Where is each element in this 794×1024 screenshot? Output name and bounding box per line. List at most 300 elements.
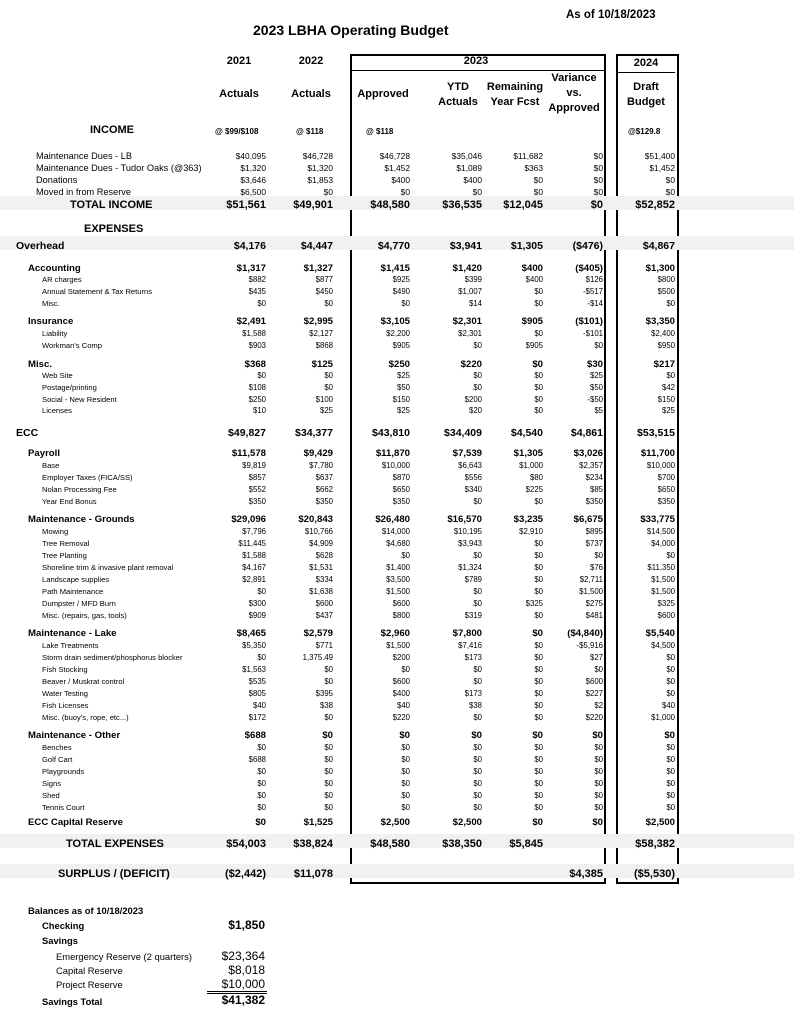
value-cell: $5,845 (509, 838, 543, 850)
table-row (0, 641, 794, 653)
value-cell: $1,500 (386, 587, 410, 596)
table-row (0, 427, 794, 439)
income-heading: INCOME (90, 124, 134, 136)
value-cell: $0 (534, 641, 543, 650)
value-cell: $0 (473, 803, 482, 812)
value-cell: $0 (473, 587, 482, 596)
value-cell: $0 (590, 199, 603, 211)
value-cell: ($4,840) (567, 628, 603, 639)
value-cell: $0 (401, 755, 410, 764)
table-row (0, 473, 794, 485)
value-cell: $1,500 (386, 641, 410, 650)
value-cell: $0 (322, 730, 333, 741)
table-row (0, 199, 794, 211)
value-cell: $3,500 (386, 575, 410, 584)
value-cell: $600 (657, 611, 675, 620)
value-cell: $0 (534, 497, 543, 506)
value-cell: $150 (392, 395, 410, 404)
table-row (0, 551, 794, 563)
value-cell: $0 (324, 713, 333, 722)
value-cell: $481 (585, 611, 603, 620)
value-cell: $2 (594, 701, 603, 710)
value-cell: $2,357 (579, 461, 603, 470)
value-cell: $0 (534, 677, 543, 686)
value-cell: $0 (257, 767, 266, 776)
value-cell: -$14 (587, 299, 603, 308)
value-cell: $4,447 (300, 240, 333, 252)
value-cell: $0 (534, 539, 543, 548)
value-cell: $4,909 (309, 539, 333, 548)
value-cell: $0 (534, 653, 543, 662)
value-cell: $1,563 (242, 665, 266, 674)
table-row (0, 817, 794, 829)
row-label: TOTAL INCOME (70, 199, 153, 211)
row-label: Golf Cart (42, 755, 73, 764)
row-label: Landscape supplies (42, 575, 110, 584)
value-cell: $0 (534, 713, 543, 722)
row-label: Accounting (28, 263, 81, 274)
value-cell: $6,643 (458, 461, 482, 470)
value-cell: $0 (473, 743, 482, 752)
table-row (0, 527, 794, 539)
value-cell: $1,400 (386, 563, 410, 572)
value-cell: $650 (657, 485, 675, 494)
value-cell: $2,500 (380, 817, 410, 828)
value-cell: $40 (396, 701, 410, 710)
table-row (0, 701, 794, 713)
value-cell: $909 (248, 611, 266, 620)
value-cell: $225 (525, 485, 543, 494)
header-ytd: YTD Actuals (438, 81, 478, 108)
value-cell: $1,500 (651, 575, 675, 584)
value-cell: $0 (473, 791, 482, 800)
value-cell: $150 (657, 395, 675, 404)
value-cell: $4,167 (242, 563, 266, 572)
value-cell: $334 (315, 575, 333, 584)
value-cell: $0 (534, 551, 543, 560)
value-cell: $33,775 (640, 514, 675, 525)
table-row (0, 275, 794, 287)
table-row (0, 448, 794, 460)
savings-total-value: $41,382 (221, 993, 265, 1007)
table-row (0, 767, 794, 779)
value-cell: $8,465 (236, 628, 266, 639)
value-cell: $2,711 (579, 575, 603, 584)
row-label: Maintenance - Other (28, 730, 121, 741)
value-cell: $4,000 (651, 539, 675, 548)
emergency-label: Emergency Reserve (2 quarters) (56, 951, 192, 962)
row-label: Misc. (buoy's, rope, etc...) (42, 713, 129, 722)
value-cell: $50 (396, 383, 410, 392)
value-cell: $0 (665, 187, 675, 197)
value-cell: $14 (468, 299, 482, 308)
value-cell: $882 (248, 275, 266, 284)
table-row (0, 341, 794, 353)
value-cell: $250 (248, 395, 266, 404)
row-label: Fish Stocking (42, 665, 88, 674)
value-cell: $48,580 (370, 199, 410, 211)
value-cell: $1,525 (303, 817, 333, 828)
value-cell: $0 (324, 755, 333, 764)
table-row (0, 485, 794, 497)
expenses-heading: EXPENSES (84, 223, 144, 235)
value-cell: -$50 (587, 395, 603, 404)
value-cell: $0 (401, 791, 410, 800)
row-label: Tennis Court (42, 803, 85, 812)
table-row (0, 240, 794, 252)
row-label: Water Testing (42, 689, 89, 698)
value-cell: $0 (666, 689, 675, 698)
row-label: Year End Bonus (42, 497, 97, 506)
header-divider-2024 (618, 72, 675, 73)
value-cell: $11,682 (513, 151, 543, 161)
value-cell: $0 (473, 551, 482, 560)
row-label: Employer Taxes (FICA/SS) (42, 473, 133, 482)
value-cell: $0 (255, 817, 266, 828)
value-cell: $4,861 (570, 427, 603, 439)
project-value: $10,000 (221, 977, 265, 991)
value-cell: $0 (534, 587, 543, 596)
value-cell: $0 (324, 677, 333, 686)
value-cell: $200 (392, 653, 410, 662)
value-cell: $3,350 (645, 316, 675, 327)
value-cell: $0 (594, 551, 603, 560)
value-cell: $0 (594, 767, 603, 776)
value-cell: $38,350 (442, 838, 482, 850)
value-cell: $0 (401, 551, 410, 560)
table-row (0, 803, 794, 815)
value-cell: $3,646 (240, 175, 266, 185)
row-label: ECC Capital Reserve (28, 817, 123, 828)
value-cell: $950 (657, 341, 675, 350)
value-cell: $1,000 (651, 713, 675, 722)
header-2024: 2024 (633, 57, 659, 69)
value-cell: $100 (315, 395, 333, 404)
as-of-date: As of 10/18/2023 (566, 9, 656, 21)
value-cell: $51,561 (226, 199, 266, 211)
value-cell: $26,480 (375, 514, 410, 525)
value-cell: $868 (315, 341, 333, 350)
value-cell: $600 (585, 677, 603, 686)
table-row (0, 175, 794, 187)
value-cell: $220 (460, 359, 482, 370)
value-cell: $40,095 (235, 151, 266, 161)
value-cell: ($101) (575, 316, 603, 327)
value-cell: $0 (594, 791, 603, 800)
table-row (0, 299, 794, 311)
value-cell: $0 (534, 287, 543, 296)
checking-label: Checking (42, 920, 85, 931)
value-cell: $173 (464, 653, 482, 662)
value-cell: $0 (473, 713, 482, 722)
value-cell: $10,000 (646, 461, 675, 470)
value-cell: $1,420 (452, 263, 482, 274)
value-cell: $1,531 (309, 563, 333, 572)
value-cell: $2,995 (303, 316, 333, 327)
value-cell: $48,580 (370, 838, 410, 850)
value-cell: $25 (396, 406, 410, 415)
value-cell: $40 (661, 701, 675, 710)
value-cell: $1,415 (380, 263, 410, 274)
value-cell: $0 (666, 677, 675, 686)
value-cell: $0 (473, 383, 482, 392)
value-cell: $6,500 (240, 187, 266, 197)
value-cell: $1,588 (242, 329, 266, 338)
value-cell: $34,409 (444, 427, 482, 439)
value-cell: $805 (248, 689, 266, 698)
value-cell: $35,046 (451, 151, 482, 161)
table-row (0, 151, 794, 163)
value-cell: $46,728 (302, 151, 333, 161)
value-cell: $27 (589, 653, 603, 662)
value-cell: $1,500 (579, 587, 603, 596)
value-cell: $319 (464, 611, 482, 620)
value-cell: $2,491 (236, 316, 266, 327)
value-cell: $0 (594, 341, 603, 350)
value-cell: $85 (589, 485, 603, 494)
value-cell: $0 (400, 187, 410, 197)
value-cell: $0 (324, 791, 333, 800)
value-cell: $7,800 (452, 628, 482, 639)
value-cell: $11,078 (293, 868, 333, 880)
value-cell: $0 (666, 653, 675, 662)
value-cell: $0 (534, 767, 543, 776)
value-cell: $0 (473, 665, 482, 674)
value-cell: $2,500 (645, 817, 675, 828)
value-cell: $350 (248, 497, 266, 506)
table-row (0, 838, 794, 850)
value-cell: $49,827 (228, 427, 266, 439)
value-cell: $0 (533, 187, 543, 197)
row-label: Payroll (28, 448, 60, 459)
value-cell: $1,638 (309, 587, 333, 596)
value-cell: ($405) (575, 263, 603, 274)
value-cell: $0 (533, 175, 543, 185)
value-cell: $0 (534, 575, 543, 584)
value-cell: $4,540 (510, 427, 543, 439)
value-cell: $4,176 (233, 240, 266, 252)
value-cell: $42 (661, 383, 675, 392)
row-label: Maintenance - Lake (28, 628, 117, 639)
value-cell: $172 (248, 713, 266, 722)
value-cell: $0 (473, 755, 482, 764)
value-cell: $2,301 (458, 329, 482, 338)
value-cell: $0 (534, 743, 543, 752)
value-cell: $0 (534, 779, 543, 788)
value-cell: $220 (585, 713, 603, 722)
value-cell: $0 (472, 187, 482, 197)
value-cell: $0 (666, 743, 675, 752)
row-label: Fish Licenses (42, 701, 89, 710)
table-row (0, 497, 794, 509)
row-label: Shed (42, 791, 60, 800)
value-cell: $0 (666, 665, 675, 674)
table-row (0, 406, 794, 418)
row-label: SURPLUS / (DEFICIT) (58, 868, 170, 880)
value-cell: $217 (653, 359, 675, 370)
row-label: Playgrounds (42, 767, 85, 776)
value-cell: $0 (324, 779, 333, 788)
table-row (0, 539, 794, 551)
savings-total-label: Savings Total (42, 996, 103, 1007)
value-cell: $36,535 (442, 199, 482, 211)
value-cell: $126 (585, 275, 603, 284)
value-cell: $350 (392, 497, 410, 506)
value-cell: $52,852 (635, 199, 675, 211)
row-label: Nolan Processing Fee (42, 485, 117, 494)
value-cell: $25 (589, 371, 603, 380)
table-row (0, 743, 794, 755)
value-cell: $0 (666, 299, 675, 308)
value-cell: $9,429 (303, 448, 333, 459)
value-cell: $628 (315, 551, 333, 560)
value-cell: $173 (464, 689, 482, 698)
value-cell: $108 (248, 383, 266, 392)
table-row (0, 187, 794, 199)
value-cell: $80 (529, 473, 543, 482)
header-actuals-2021: Actuals (219, 88, 259, 100)
value-cell: $2,891 (242, 575, 266, 584)
value-cell: $30 (586, 359, 603, 370)
value-cell: $1,853 (307, 175, 333, 185)
row-label: Lake Treatments (42, 641, 99, 650)
value-cell: $0 (324, 371, 333, 380)
value-cell: $325 (525, 599, 543, 608)
row-label: Donations (36, 175, 78, 185)
table-row (0, 587, 794, 599)
row-label: AR charges (42, 275, 82, 284)
table-row (0, 163, 794, 175)
value-cell: $0 (401, 779, 410, 788)
project-label: Project Reserve (56, 979, 123, 990)
value-cell: $0 (666, 767, 675, 776)
value-cell: $125 (311, 359, 333, 370)
value-cell: $5,350 (242, 641, 266, 650)
value-cell: $14,500 (646, 527, 675, 536)
value-cell: $0 (473, 677, 482, 686)
value-cell: $1,305 (513, 448, 543, 459)
value-cell: $490 (392, 287, 410, 296)
value-cell: -$517 (583, 287, 603, 296)
value-cell: $234 (585, 473, 603, 482)
row-label: Liability (42, 329, 68, 338)
value-cell: $16,570 (447, 514, 482, 525)
value-cell: $600 (392, 599, 410, 608)
value-cell: $325 (657, 599, 675, 608)
value-cell: $0 (534, 383, 543, 392)
value-cell: $0 (323, 187, 333, 197)
value-cell: $737 (585, 539, 603, 548)
value-cell: $1,500 (651, 587, 675, 596)
table-row (0, 461, 794, 473)
value-cell: $789 (464, 575, 482, 584)
value-cell: $1,588 (242, 551, 266, 560)
value-cell: $877 (315, 275, 333, 284)
table-row (0, 514, 794, 526)
value-cell: $250 (388, 359, 410, 370)
value-cell: $368 (244, 359, 266, 370)
value-cell: $20,843 (298, 514, 333, 525)
value-cell: $29,096 (231, 514, 266, 525)
table-row (0, 371, 794, 383)
value-cell: $40 (252, 701, 266, 710)
value-cell: $637 (315, 473, 333, 482)
value-cell: $2,127 (309, 329, 333, 338)
value-cell: $4,680 (386, 539, 410, 548)
value-cell: $905 (525, 341, 543, 350)
value-cell: $399 (464, 275, 482, 284)
value-cell: $0 (324, 665, 333, 674)
value-cell: ($5,530) (634, 868, 675, 880)
row-label: Maintenance Dues - LB (36, 151, 133, 161)
value-cell: $11,445 (238, 539, 266, 548)
value-cell: $700 (657, 473, 675, 482)
value-cell: $49,901 (293, 199, 333, 211)
value-cell: $3,941 (449, 240, 482, 252)
value-cell: $227 (585, 689, 603, 698)
value-cell: $0 (534, 755, 543, 764)
table-row (0, 665, 794, 677)
row-label: Misc. (28, 359, 52, 370)
value-cell: $0 (534, 665, 543, 674)
value-cell: $0 (399, 730, 410, 741)
value-cell: $2,910 (519, 527, 543, 536)
value-cell: $7,780 (309, 461, 333, 470)
value-cell: $0 (593, 175, 603, 185)
value-cell: $771 (315, 641, 333, 650)
row-label: Licenses (42, 406, 72, 415)
value-cell: $4,867 (642, 240, 675, 252)
value-cell: $0 (593, 163, 603, 173)
value-cell: $0 (666, 791, 675, 800)
value-cell: $556 (464, 473, 482, 482)
value-cell: $7,416 (458, 641, 482, 650)
row-label: Misc. (repairs, gas, tools) (42, 611, 127, 620)
value-cell: $905 (521, 316, 543, 327)
value-cell: $7,796 (242, 527, 266, 536)
value-cell: $1,320 (240, 163, 266, 173)
value-cell: $870 (392, 473, 410, 482)
emergency-value: $23,364 (221, 949, 265, 963)
value-cell: $600 (392, 677, 410, 686)
value-cell: $363 (524, 163, 543, 173)
value-cell: $400 (525, 275, 543, 284)
row-label: Insurance (28, 316, 74, 327)
value-cell: $10,000 (381, 461, 410, 470)
value-cell: $43,810 (372, 427, 410, 439)
value-cell: $2,301 (452, 316, 482, 327)
value-cell: $0 (593, 187, 603, 197)
value-cell: $11,700 (640, 448, 675, 459)
value-cell: $0 (593, 151, 603, 161)
table-row (0, 677, 794, 689)
value-cell: $1,452 (384, 163, 410, 173)
value-cell: $9,819 (242, 461, 266, 470)
value-cell: $552 (248, 485, 266, 494)
value-cell: ($476) (572, 240, 603, 252)
row-label: Workman's Comp (42, 341, 102, 350)
value-cell: $857 (248, 473, 266, 482)
value-cell: $0 (473, 497, 482, 506)
value-cell: $11,578 (231, 448, 266, 459)
value-cell: $0 (534, 611, 543, 620)
value-cell: $1,007 (458, 287, 482, 296)
value-cell: $0 (532, 628, 543, 639)
value-cell: $20 (468, 406, 482, 415)
table-row (0, 263, 794, 275)
value-cell: $437 (315, 611, 333, 620)
value-cell: $0 (257, 299, 266, 308)
